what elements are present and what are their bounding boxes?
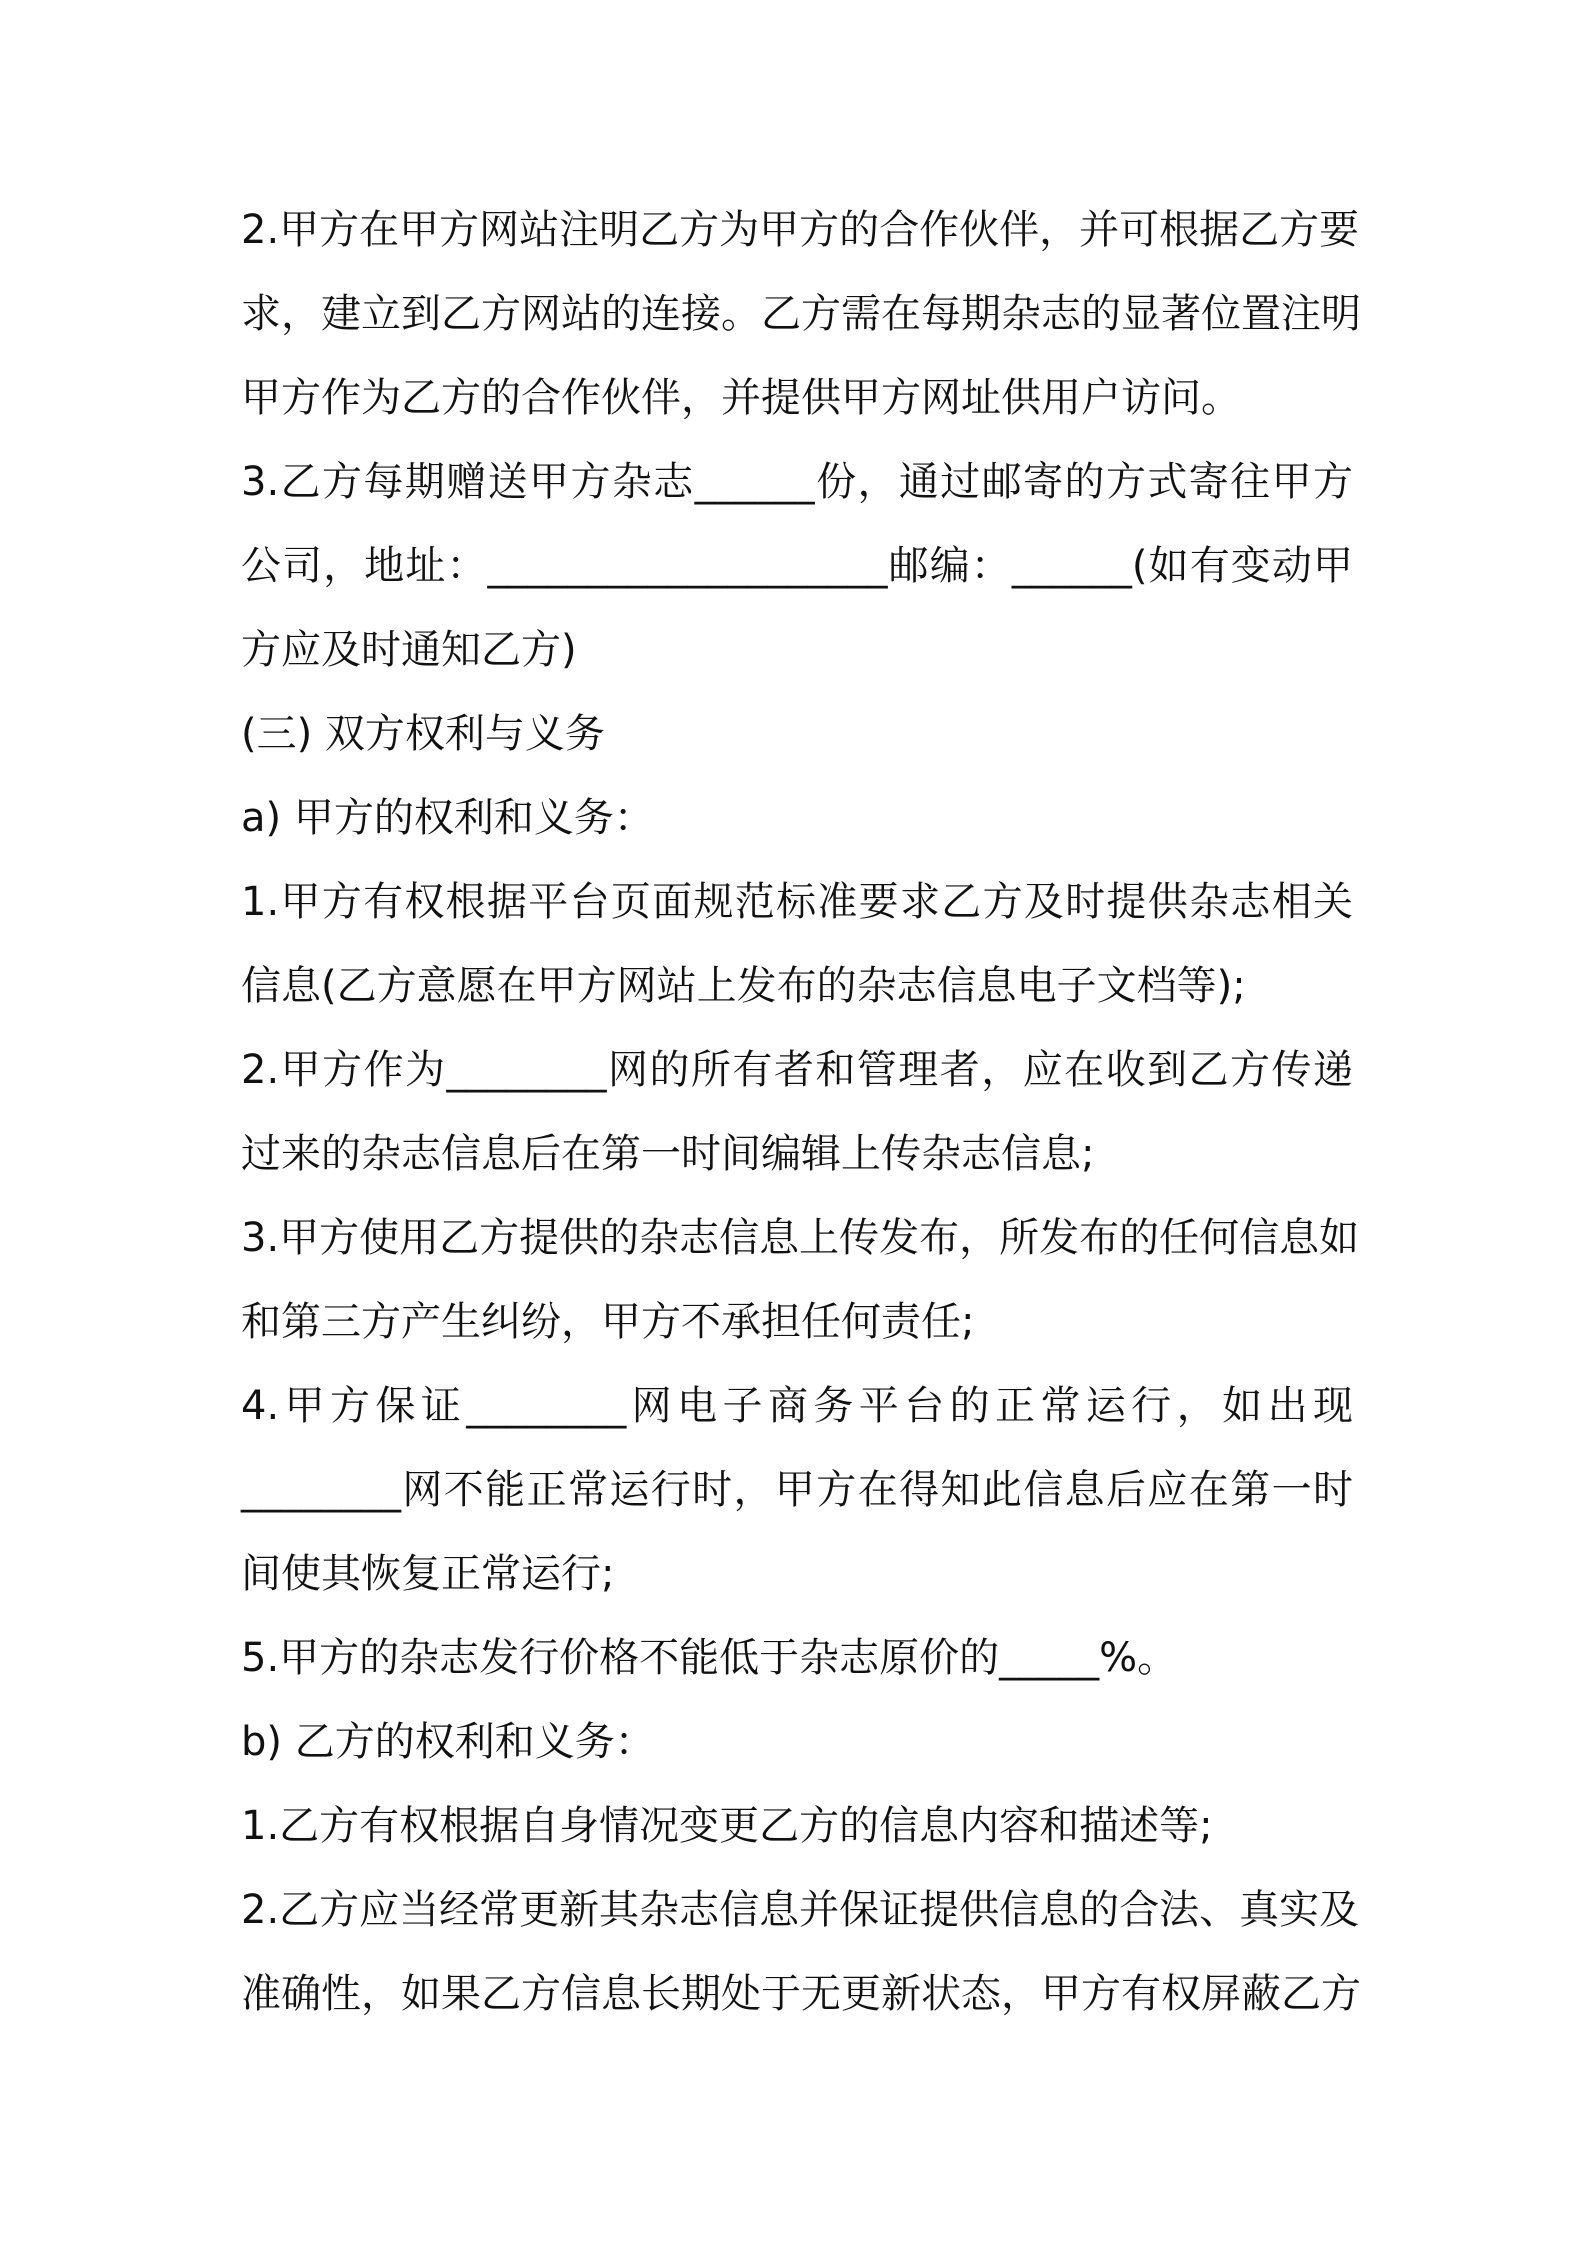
text-line: 5.甲方的杂志发行价格不能低于杂志原价的_____%。 [241,1635,1178,1681]
subsection-heading: a) 甲方的权利和义务： [241,795,654,841]
text-line: 3.乙方每期赠送甲方杂志______份，通过邮寄的方式寄往甲方 [241,459,1353,505]
text-line: 求，建立到乙方网站的连接。乙方需在每期杂志的显著位置注明 [241,291,1361,337]
text-line: 公司，地址：____________________邮编：______(如有变动甲 [241,543,1353,589]
text-line: 甲方作为乙方的合作伙伴，并提供甲方网址供用户访问。 [241,375,1241,421]
text-line: 1.甲方有权根据平台页面规范标准要求乙方及时提供杂志相关 [241,879,1353,925]
text-line: 2.乙方应当经常更新其杂志信息并保证提供信息的合法、真实及 [241,1887,1360,1933]
text-line: 间使其恢复正常运行; [241,1551,615,1597]
text-line: 1.乙方有权根据自身情况变更乙方的信息内容和描述等; [241,1803,1213,1849]
text-line: 2.甲方作为________网的所有者和管理者，应在收到乙方传递 [241,1047,1353,1093]
text-line: 方应及时通知乙方) [241,627,577,673]
text-line: 信息(乙方意愿在甲方网站上发布的杂志信息电子文档等); [241,963,1246,1009]
subsection-heading: b) 乙方的权利和义务： [241,1719,655,1765]
text-line: 过来的杂志信息后在第一时间编辑上传杂志信息; [241,1131,1095,1177]
document-body [241,188,1361,2036]
text-line: 4.甲方保证________网电子商务平台的正常运行，如出现 [241,1383,1353,1429]
text-line: ________网不能正常运行时，甲方在得知此信息后应在第一时 [241,1467,1353,1513]
text-line: 2.甲方在甲方网站注明乙方为甲方的合作伙伴，并可根据乙方要 [241,207,1360,253]
text-line: 准确性，如果乙方信息长期处于无更新状态，甲方有权屏蔽乙方 [241,1971,1361,2017]
text-line: 3.甲方使用乙方提供的杂志信息上传发布，所发布的任何信息如 [241,1215,1360,1261]
section-heading: (三) 双方权利与义务 [241,711,605,757]
text-line: 和第三方产生纠纷，甲方不承担任何责任; [241,1299,975,1345]
